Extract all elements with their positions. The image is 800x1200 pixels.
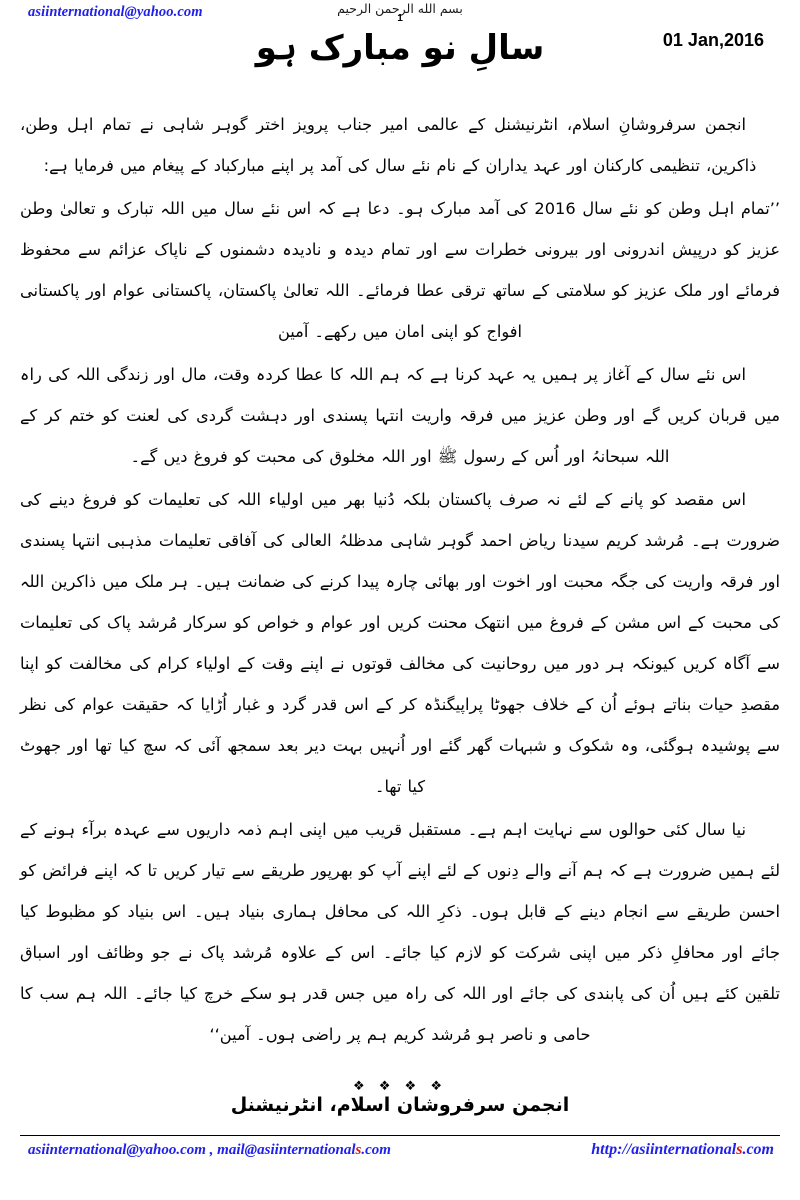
document-body (20, 104, 780, 1057)
footer-email-secondary-highlight[interactable]: s (355, 1142, 362, 1158)
page-title: سالِ نو مبارک ہو (255, 28, 545, 68)
paragraph-quote-1: ’’تمام اہل وطن کو نئے سال 2016 کی آمد مبارک ہو۔ دعا ہے کہ اس نئے سال میں اللہ تبارک و تعالیٰ وطن عزیز کو درپیش اندرونی اور بیرونی خطرات سے اور تمام دیدہ و نادیدہ دشمنوں کے ناپاک عزائم سے محفوظ فرمائے اور ملک عزیز کو سلامتی کے ساتھ ترقی عطا فرمائے۔ اللہ تعالیٰ پاکستان، پاکستانی عوام اور پاکستانی افواج کو اپنی امان میں رکھے۔ آمین (20, 199, 780, 341)
footer-email-group[interactable] (28, 1142, 391, 1159)
footer-links (20, 1140, 780, 1170)
organization-name: انجمن سرفروشان اسلام، انٹرنیشنل (230, 1094, 570, 1116)
paragraph-quote-4: نیا سال کئی حوالوں سے نہایت اہم ہے۔ مستقبل قریب میں اپنی اہم ذمہ داریوں سے عہدہ برآء ہونے کے لئے ہمیں ضرورت ہے کہ ہم آنے والے دِنوں کے لئے اپنے آپ کو بھرپور طریقے سے تیار کریں تا کہ اپنے فرائض کو احسن طریقے سے انجام دینے کے قابل ہوں۔ ذکرِ اللہ کی محافل ہماری بنیاد ہیں۔ اس بنیاد کو مظبوط کیا جائے اور محافلِ ذکر میں اپنی شرکت کو لازم کیا جائے۔ اس کے علاوہ مُرشد پاک نے جو وظائف اور اسباق تلقین کئے ہیں اُن کی پابندی کی جائے اور اللہ کی راہ میں جس قدر ہو سکے خرچ کیا جائے۔ اللہ ہم سب کا حامی و ناصر ہو مُرشد کریم ہم پر راضی ہوں۔ آمین‘‘ (20, 820, 780, 1044)
footer-url-highlight[interactable]: s (736, 1141, 743, 1158)
footer-url-suffix[interactable]: .com (742, 1141, 774, 1158)
paragraph-quote-2: اس نئے سال کے آغاز پر ہمیں یہ عہد کرنا ہے کہ ہم اللہ کا عطا کردہ وقت، مال اور زندگی اللہ کی راہ میں قربان کریں گے اور وطن عزیز میں فرقہ واریت انتہا پسندی اور دہشت گردی کی لعنت کو ختم کر کے اللہ سبحانہُ اور اُس کے رسول ﷺ اور اللہ مخلوق کی محبت کو فروغ دیں گے۔ (20, 365, 780, 466)
footer-email-primary[interactable]: asiinternational@yahoo.com (28, 1142, 206, 1158)
paragraph-intro: انجمن سرفروشانِ اسلام، انٹرنیشنل کے عالمی امیر جناب پرویز اختر گوہر شاہی نے تمام اہل وطن، ذاکرین، تنظیمی کارکنان اور عہد یداران کے نام نئے سال کی آمد پر اپنے مبارکباد کے پیغام میں فرمایا ہے: (20, 115, 757, 175)
page-number: 1 (397, 13, 403, 25)
footer-email-secondary-suffix[interactable]: .com (361, 1142, 391, 1158)
bismillah-block (0, 2, 800, 24)
page-header (0, 0, 800, 96)
footer-email-separator: , (205, 1142, 218, 1158)
header-email-address[interactable]: asiinternational@yahoo.com (28, 4, 203, 20)
bismillah-text: بسم الله الرحمن الرحيم (337, 1, 463, 16)
page-footer (0, 1080, 800, 1200)
ornament-divider: ❖ ❖ ❖ ❖ (352, 1079, 447, 1094)
footer-website-url[interactable] (591, 1141, 774, 1159)
footer-email-secondary-prefix[interactable]: mail@asiinternational (217, 1142, 356, 1158)
footer-url-prefix[interactable]: http://asiinternational (591, 1141, 737, 1158)
paragraph-quote-3: اس مقصد کو پانے کے لئے نہ صرف پاکستان بلکہ دُنیا بھر میں اولیاء اللہ کی تعلیمات کو فروغ دینے کی ضرورت ہے۔ مُرشد کریم سیدنا ریاض احمد گوہر شاہی مدظلہُ العالی کی آفاقی تعلیمات مذہبی انتہا پسندی اور فرقہ واریت کی جگہ محبت اور اخوت اور بھائی چارہ پیدا کرنے کی ضمانت ہیں۔ ہر ملک میں ذاکرین اللہ کی محبت کے اس مشن کے فروغ میں انتھک محنت کریں اور عوام و خواص کو سرکار مُرشد پاک کی تعلیمات سے آگاہ کریں کیونکہ ہر دور میں روحانیت کی مخالف قوتوں نے اپنے وقت کے اولیاء کرام کی مخالفت کو اپنا مقصدِ حیات بناتے ہوئے اُن کے خلاف جھوٹا پراپیگنڈہ کر کے اس قدر گرد و غبار اُڑایا کہ حقیقت عوام کی نظر سے پوشیدہ ہوگئی، وہ شکوک و شبہات گھر گئے اور اُنہیں بہت دیر بعد سمجھ آئی کہ سچ کیا تھا اور جھوٹ کیا تھا۔ (20, 490, 780, 796)
footer-horizontal-rule (20, 1135, 780, 1136)
document-date: 01 Jan,2016 (662, 30, 764, 50)
